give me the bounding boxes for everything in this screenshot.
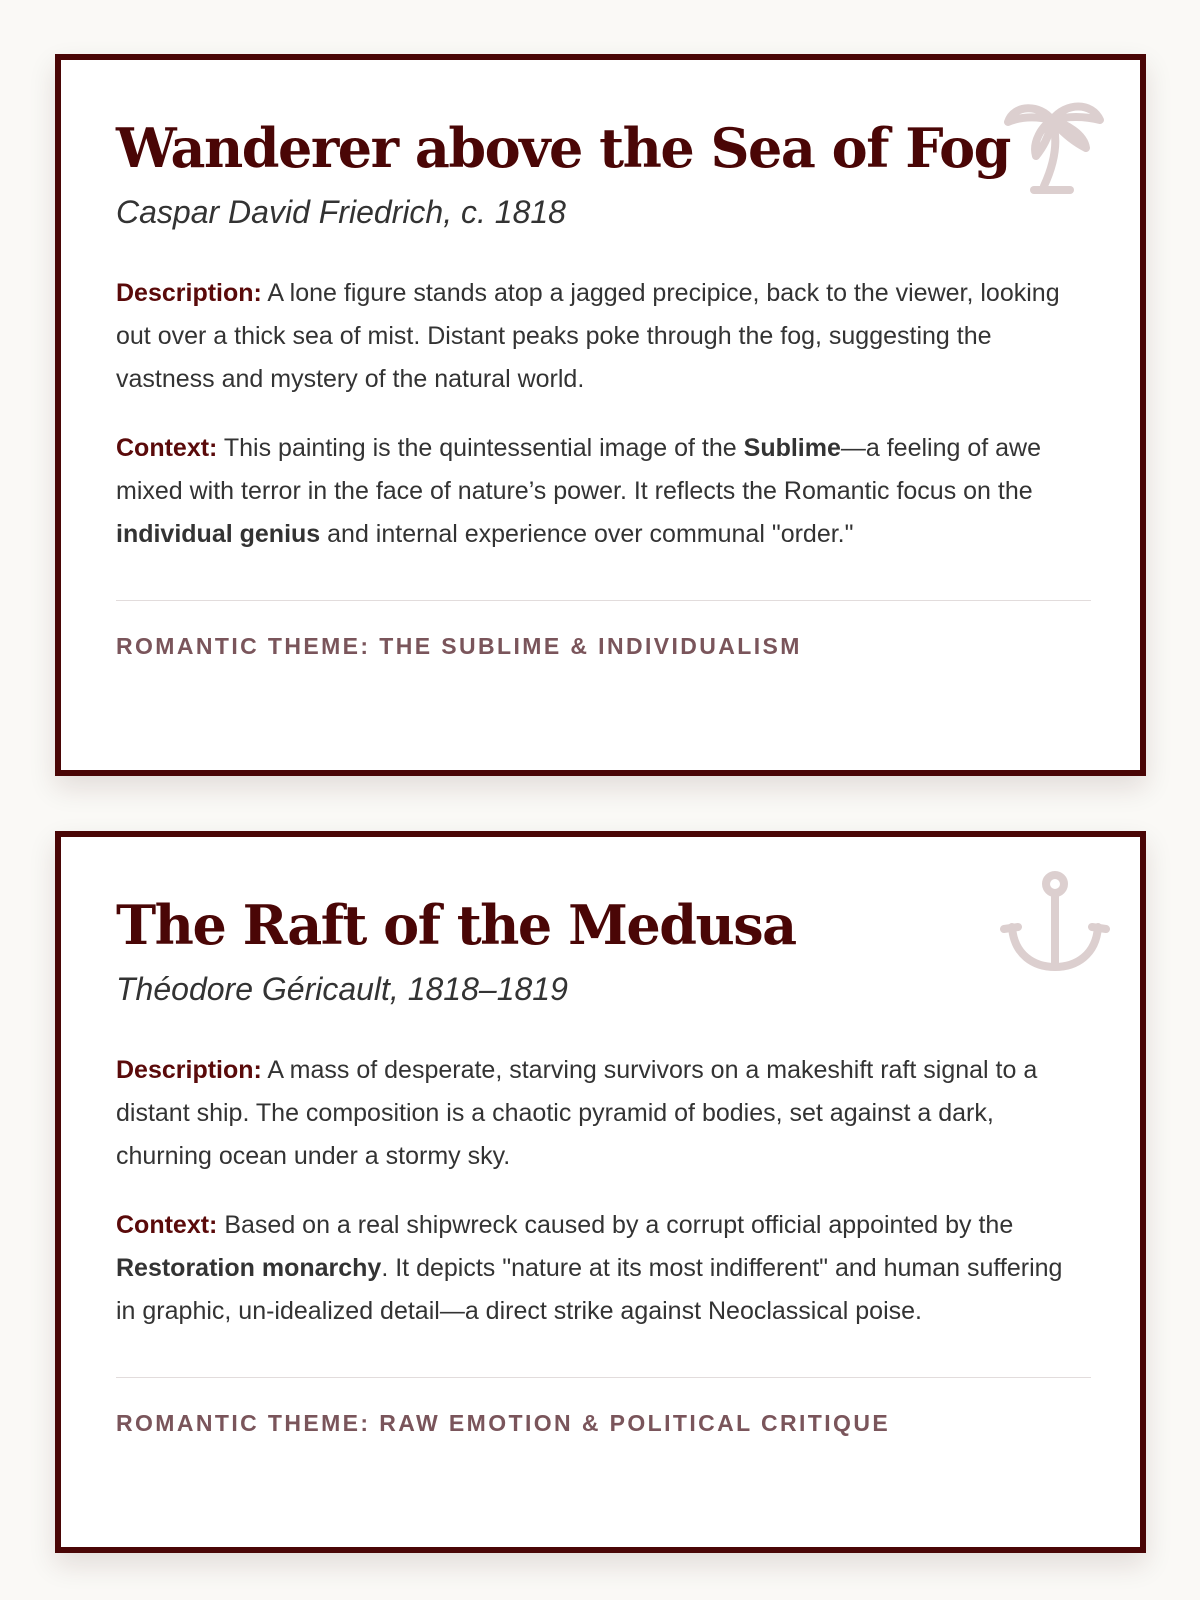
context-label: Context: bbox=[116, 1211, 218, 1239]
artwork-context bbox=[116, 427, 1076, 556]
context-text: —a feeling of awe mixed with terror in the face of nature’s power. It reflects the Romantic focus on the bbox=[116, 434, 1042, 505]
description-label: Description: bbox=[116, 1056, 262, 1084]
context-text: and internal experience over communal "order." bbox=[320, 520, 854, 548]
artwork-title: Wanderer above the Sea of Fog bbox=[116, 116, 1010, 180]
artwork-card bbox=[55, 831, 1146, 1553]
artwork-title: The Raft of the Medusa bbox=[116, 893, 796, 957]
context-highlight: individual genius bbox=[116, 520, 321, 548]
artwork-artist: Théodore Géricault, 1818–1819 bbox=[116, 971, 568, 1007]
context-label: Context: bbox=[116, 434, 218, 462]
context-highlight: Sublime bbox=[743, 434, 841, 462]
artwork-artist: Caspar David Friedrich, c. 1818 bbox=[116, 194, 566, 230]
context-text: This painting is the quintessential image of the bbox=[217, 434, 744, 462]
description-text: A mass of desperate, starving survivors on a makeshift raft signal to a distant ship. The composition is a chaotic pyramid of bodies, set against a dark, churning ocean under a stormy sky. bbox=[116, 1056, 1038, 1170]
romantic-theme-label: ROMANTIC THEME: THE SUBLIME & INDIVIDUALISM bbox=[116, 633, 802, 659]
artwork-description bbox=[116, 272, 1076, 401]
anchor-icon bbox=[1000, 867, 1110, 977]
context-text: . It depicts "nature at its most indifferent" and human suffering in graphic, un-idealized detail—a direct strike against Neoclassical poise. bbox=[116, 1254, 1063, 1325]
artwork-description bbox=[116, 1049, 1076, 1178]
context-text: Based on a real shipwreck caused by a corrupt official appointed by the bbox=[217, 1211, 1014, 1239]
divider bbox=[116, 1377, 1091, 1378]
palm-tree-icon bbox=[1000, 90, 1110, 200]
romantic-theme-label: ROMANTIC THEME: RAW EMOTION & POLITICAL CRITIQUE bbox=[116, 1410, 891, 1436]
artwork-card bbox=[55, 54, 1146, 776]
artwork-context bbox=[116, 1204, 1076, 1333]
description-text: A lone figure stands atop a jagged precipice, back to the viewer, looking out over a thick sea of mist. Distant peaks poke through the fog, suggesting the vastness and mystery of the natural world. bbox=[116, 279, 1060, 393]
context-highlight: Restoration monarchy bbox=[116, 1254, 382, 1282]
description-label: Description: bbox=[116, 279, 262, 307]
divider bbox=[116, 600, 1091, 601]
